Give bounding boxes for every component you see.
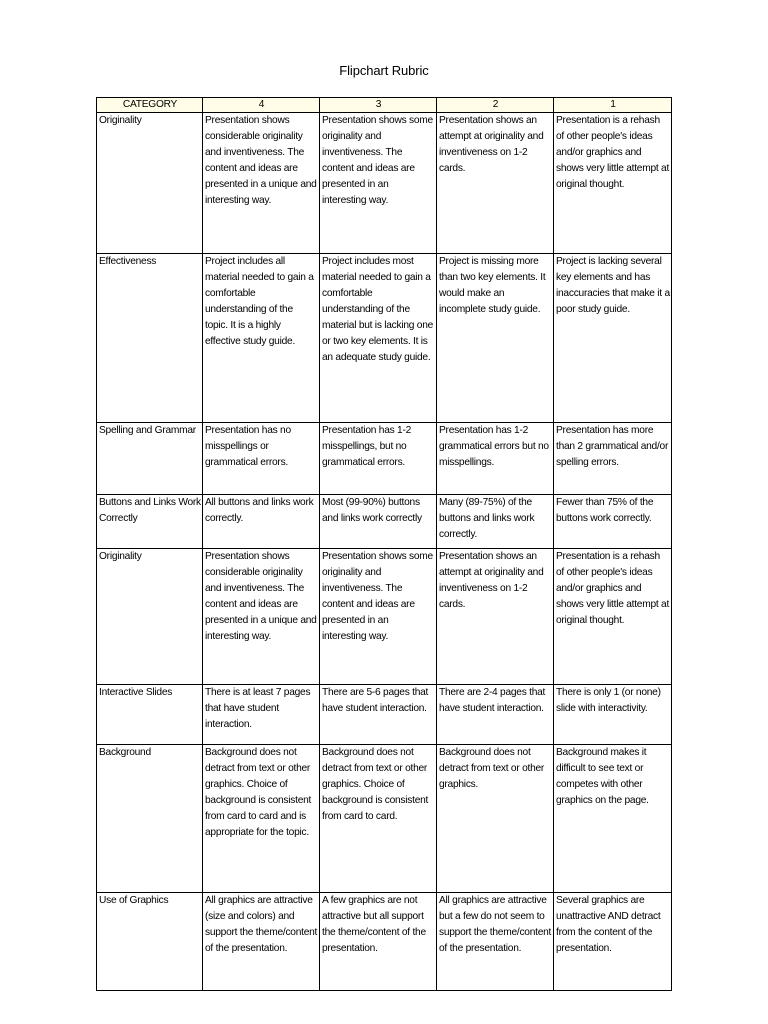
row-category: Originality bbox=[97, 113, 203, 254]
row-cell-score-3: Presentation has 1-2 misspellings, but no grammatical errors. bbox=[320, 423, 437, 495]
row-cell-score-4: All buttons and links work correctly. bbox=[203, 495, 320, 549]
row-cell-score-1: Fewer than 75% of the buttons work correctly. bbox=[554, 495, 672, 549]
row-cell-score-1: Background makes it difficult to see text or competes with other graphics on the page. bbox=[554, 745, 672, 893]
header-score-3: 3 bbox=[320, 98, 437, 113]
row-category: Interactive Slides bbox=[97, 685, 203, 745]
row-cell-score-2: Background does not detract from text or other graphics. bbox=[437, 745, 554, 893]
table-row bbox=[97, 745, 672, 893]
row-cell-score-3: Most (99-90%) buttons and links work correctly bbox=[320, 495, 437, 549]
row-cell-score-3: There are 5-6 pages that have student interaction. bbox=[320, 685, 437, 745]
row-cell-score-2: Presentation shows an attempt at originality and inventiveness on 1-2 cards. bbox=[437, 549, 554, 685]
row-cell-score-3: Presentation shows some originality and inventiveness. The content and ideas are presented in an interesting way. bbox=[320, 549, 437, 685]
row-cell-score-2: Project is missing more than two key elements. It would make an incomplete study guide. bbox=[437, 254, 554, 423]
row-cell-score-1: There is only 1 (or none) slide with interactivity. bbox=[554, 685, 672, 745]
row-cell-score-3: Presentation shows some originality and inventiveness. The content and ideas are presented in an interesting way. bbox=[320, 113, 437, 254]
table-row bbox=[97, 423, 672, 495]
table-row bbox=[97, 113, 672, 254]
table-header-row bbox=[97, 98, 672, 113]
row-cell-score-2: Many (89-75%) of the buttons and links work correctly. bbox=[437, 495, 554, 549]
row-cell-score-3: Background does not detract from text or other graphics. Choice of background is consistent from card to card. bbox=[320, 745, 437, 893]
row-cell-score-4: Presentation shows considerable originality and inventiveness. The content and ideas are presented in a unique and interesting way. bbox=[203, 549, 320, 685]
row-cell-score-1: Presentation has more than 2 grammatical and/or spelling errors. bbox=[554, 423, 672, 495]
row-cell-score-1: Presentation is a rehash of other people's ideas and/or graphics and shows very little attempt at original thought. bbox=[554, 113, 672, 254]
row-category: Use of Graphics bbox=[97, 893, 203, 991]
row-cell-score-2: Presentation shows an attempt at originality and inventiveness on 1-2 cards. bbox=[437, 113, 554, 254]
header-score-2: 2 bbox=[437, 98, 554, 113]
row-category: Background bbox=[97, 745, 203, 893]
header-category: CATEGORY bbox=[97, 98, 203, 113]
row-cell-score-3: Project includes most material needed to gain a comfortable understanding of the material but is lacking one or two key elements. It is an adequate study guide. bbox=[320, 254, 437, 423]
table-row bbox=[97, 893, 672, 991]
table-row bbox=[97, 495, 672, 549]
row-category: Effectiveness bbox=[97, 254, 203, 423]
row-cell-score-4: There is at least 7 pages that have student interaction. bbox=[203, 685, 320, 745]
row-cell-score-4: Presentation has no misspellings or grammatical errors. bbox=[203, 423, 320, 495]
row-cell-score-2: All graphics are attractive but a few do not seem to support the theme/content of the presentation. bbox=[437, 893, 554, 991]
row-cell-score-1: Presentation is a rehash of other people's ideas and/or graphics and shows very little attempt at original thought. bbox=[554, 549, 672, 685]
document-title: Flipchart Rubric bbox=[339, 63, 429, 78]
row-category: Buttons and Links Work Correctly bbox=[97, 495, 203, 549]
row-cell-score-2: Presentation has 1-2 grammatical errors but no misspellings. bbox=[437, 423, 554, 495]
row-cell-score-2: There are 2-4 pages that have student interaction. bbox=[437, 685, 554, 745]
row-cell-score-4: Project includes all material needed to gain a comfortable understanding of the topic. It is a highly effective study guide. bbox=[203, 254, 320, 423]
table-row bbox=[97, 549, 672, 685]
row-cell-score-4: All graphics are attractive (size and colors) and support the theme/content of the presentation. bbox=[203, 893, 320, 991]
table-row bbox=[97, 254, 672, 423]
row-cell-score-4: Presentation shows considerable originality and inventiveness. The content and ideas are presented in a unique and interesting way. bbox=[203, 113, 320, 254]
row-cell-score-1: Several graphics are unattractive AND detract from the content of the presentation. bbox=[554, 893, 672, 991]
header-score-1: 1 bbox=[554, 98, 672, 113]
row-cell-score-1: Project is lacking several key elements and has inaccuracies that make it a poor study guide. bbox=[554, 254, 672, 423]
row-cell-score-4: Background does not detract from text or other graphics. Choice of background is consistent from card to card and is appropriate for the topic. bbox=[203, 745, 320, 893]
row-cell-score-3: A few graphics are not attractive but all support the theme/content of the presentation. bbox=[320, 893, 437, 991]
header-score-4: 4 bbox=[203, 98, 320, 113]
rubric-table bbox=[96, 97, 672, 991]
row-category: Spelling and Grammar bbox=[97, 423, 203, 495]
table-row bbox=[97, 685, 672, 745]
row-category: Originality bbox=[97, 549, 203, 685]
